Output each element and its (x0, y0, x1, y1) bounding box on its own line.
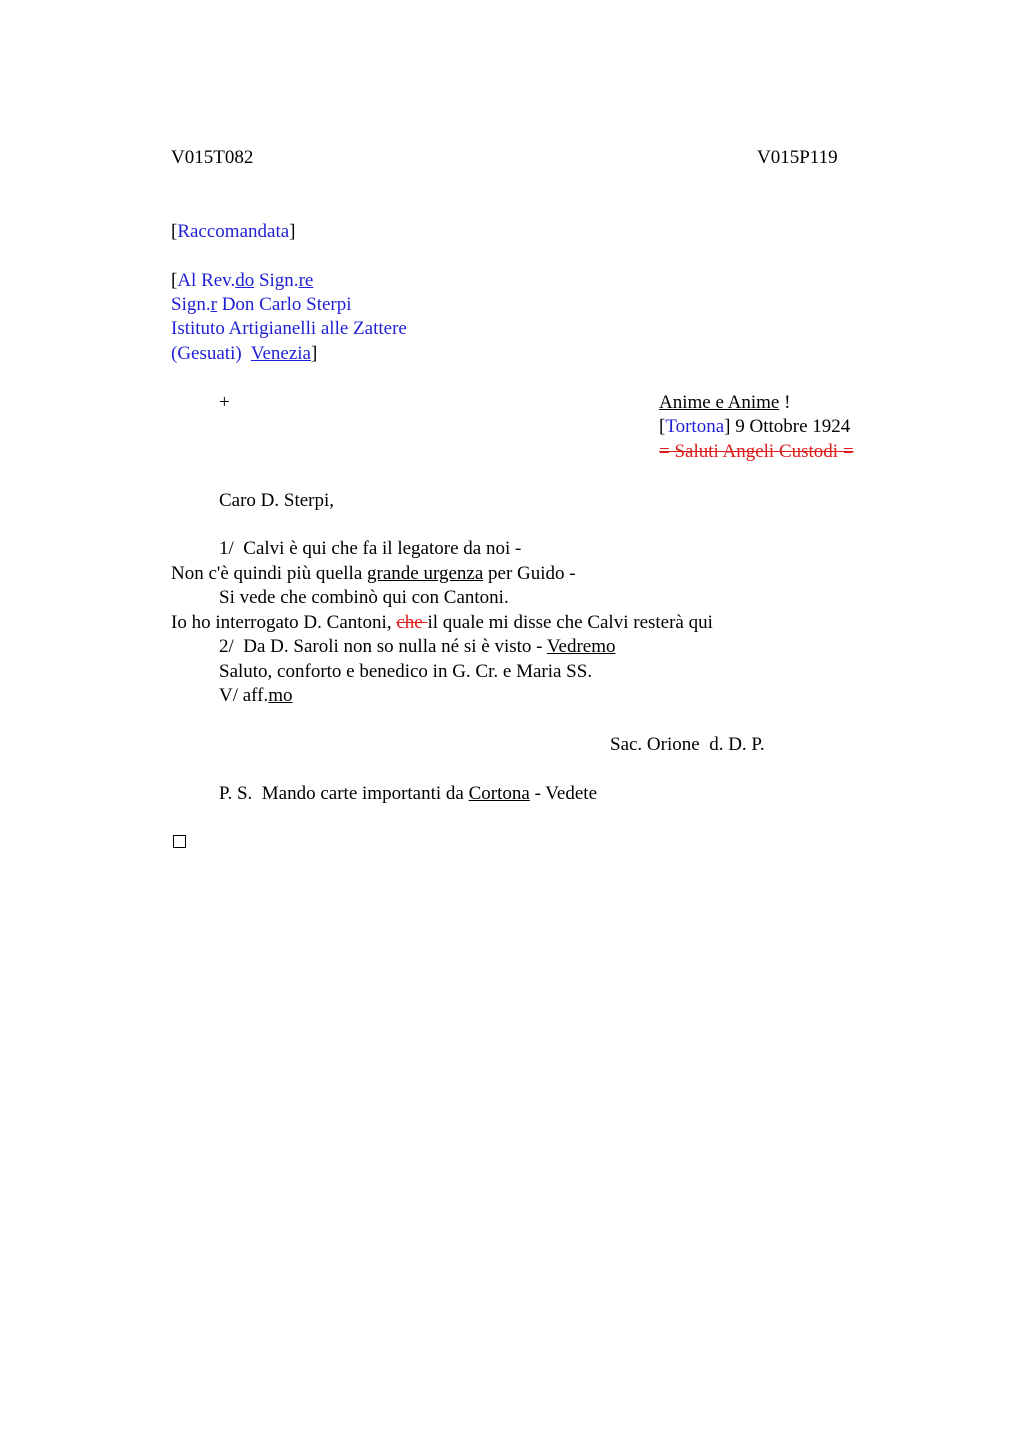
address-line-3: Istituto Artigianelli alle Zattere (171, 318, 407, 339)
deleted-word: che (396, 612, 428, 633)
postscript: P. S. Mando carte importanti da Cortona - Vedete (219, 783, 598, 804)
envelope-note: [Raccomandata] (171, 221, 296, 242)
cross-symbol: + (219, 392, 230, 413)
signature: Sac. Orione d. D. P. (610, 734, 765, 755)
document-code-left: V015T082 (171, 147, 254, 168)
struck-greeting: = Saluti Angeli Custodi = (659, 441, 854, 462)
address-line-4: (Gesuati) Venezia] (171, 343, 318, 364)
body-line-1: 1/ Calvi è qui che fa il legatore da noi - (219, 538, 522, 559)
address-line-1: [Al Rev.do Sign.re (171, 270, 314, 291)
body-line-5: 2/ Da D. Saroli non so nulla né si è visto - Vedremo (219, 636, 616, 657)
body-line-2: Non c'è quindi più quella grande urgenza per Guido - (171, 563, 576, 584)
envelope-note-text: Raccomandata (177, 221, 290, 242)
body-line-3: Si vede che combinò qui con Cantoni. (219, 587, 509, 608)
document-code-right: V015P119 (757, 147, 838, 168)
motto-line: Anime e Anime ! (659, 392, 791, 413)
address-line-2: Sign.r Don Carlo Sterpi (171, 294, 352, 315)
body-line-4: Io ho interrogato D. Cantoni, che il quale mi disse che Calvi resterà qui (171, 612, 713, 633)
salutation: Caro D. Sterpi, (219, 490, 335, 511)
body-line-6: Saluto, conforto e benedico in G. Cr. e Maria SS. (219, 661, 593, 682)
place-date-line: [Tortona] 9 Ottobre 1924 (659, 416, 851, 437)
end-square-icon (173, 835, 186, 848)
closing-line: V/ aff.mo (219, 685, 293, 706)
